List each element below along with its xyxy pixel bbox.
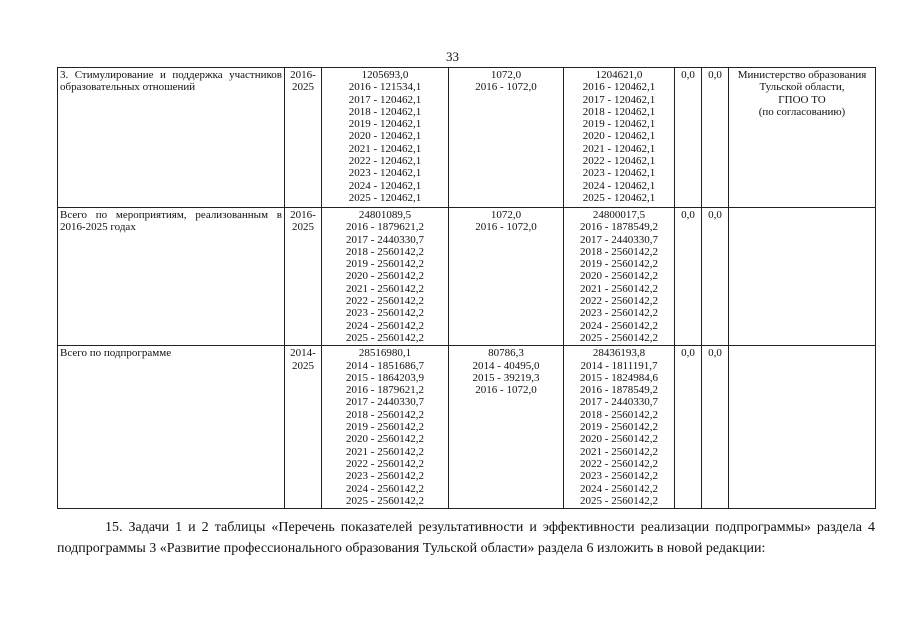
amount-line: 2016 - 1072,0 [475,221,537,234]
amount-line: 2024 - 2560142,2 [580,319,658,332]
amount-line: 2021 - 120462,1 [348,142,422,155]
amount-line: 2017 - 2440330,7 [580,396,658,409]
amount-line: 2020 - 2560142,2 [580,270,658,283]
amount-line: 2019 - 2560142,2 [580,421,658,434]
amount-line: 2023 - 120462,1 [582,167,656,180]
amount-line: 2025 - 2560142,2 [346,331,424,344]
amount-line: 2019 - 2560142,2 [346,258,424,271]
local-amount-cell: 0,0 [675,68,702,208]
amount-line: 2015 - 1824984,6 [580,371,658,384]
local-amount-cell: 0,0 [675,346,702,509]
amount-line: 2023 - 2560142,2 [346,307,424,320]
years-line: 2025 [292,81,314,94]
amount-line: 2016 - 1878549,2 [580,221,658,234]
amount-line: 2016 - 1072,0 [475,384,537,397]
amount-line: 2022 - 2560142,2 [346,295,424,308]
amount-line: 2021 - 2560142,2 [580,445,658,458]
amount-line: 1072,0 [490,69,522,81]
amount-line: 2016 - 1879621,2 [346,384,424,397]
amount-line: 2022 - 2560142,2 [580,295,658,308]
amount-line: 2020 - 2560142,2 [346,433,424,446]
amount-line: 80786,3 [488,347,524,360]
amount-line: 24801089,5 [358,209,412,221]
amount-line: 2020 - 120462,1 [348,130,422,143]
federal-amount-cell [449,346,564,509]
amount-line: 2021 - 2560142,2 [346,282,424,295]
amount-line: 2016 - 1879621,2 [346,221,424,234]
amount-line: 2018 - 120462,1 [582,105,656,118]
amount-line: 2024 - 120462,1 [348,179,422,192]
amount-line: 1204621,0 [595,69,643,81]
amount-line: 2018 - 2560142,2 [580,408,658,421]
amount-line: 2019 - 2560142,2 [580,258,658,271]
amount-line: 2018 - 120462,1 [348,105,422,118]
amount-line: 2025 - 2560142,2 [580,331,658,344]
responsible-cell [729,346,876,509]
amount-line: 2018 - 2560142,2 [346,245,424,258]
paragraph-text: 15. Задачи 1 и 2 таблицы «Перечень показателей результативности и эффективности реализации подпрограммы» раздела 4 подпрограммы 3 «Развитие профессионального образования Тульской области» раздела 6 изложить в новой редакции: [57,520,875,556]
amount-line: 2017 - 120462,1 [582,93,656,106]
activity-name-cell: Всего по подпрограмме [58,346,285,509]
amount-line: 2019 - 120462,1 [582,118,656,131]
amount-line: 28436193,8 [592,347,646,360]
amount-line: 2018 - 2560142,2 [580,245,658,258]
local-amount-cell: 0,0 [675,208,702,346]
amount-line: 2020 - 2560142,2 [346,270,424,283]
amount-line: 1205693,0 [361,69,409,81]
regional-amount-cell [564,208,675,346]
amount-line: 2021 - 2560142,2 [346,445,424,458]
instruction-paragraph [57,517,875,559]
amount-line: 2017 - 2440330,7 [346,396,424,409]
amount-line: 2019 - 120462,1 [348,118,422,131]
federal-amount-cell [449,68,564,208]
amount-line: 2020 - 2560142,2 [580,433,658,446]
amount-line: 2019 - 2560142,2 [346,421,424,434]
years-cell [285,68,322,208]
years-line: 2025 [292,359,314,372]
amount-line: 2025 - 2560142,2 [346,494,424,507]
years-line: 2025 [292,221,314,234]
years-cell [285,208,322,346]
activity-name-cell: 3. Стимулирование и поддержка участников образовательных отношений [58,68,285,208]
financing-table [57,67,876,509]
amount-line: 2023 - 2560142,2 [580,470,658,483]
amount-line: 24800017,5 [592,209,646,221]
table-row [58,68,876,208]
amount-line: 2022 - 2560142,2 [580,457,658,470]
amount-line: 2024 - 2560142,2 [346,482,424,495]
amount-line: 28516980,1 [358,347,412,360]
extra-amount-cell: 0,0 [702,346,729,509]
responsible-cell [729,68,876,208]
amount-line: 2023 - 2560142,2 [346,470,424,483]
amount-line: 2015 - 39219,3 [472,371,540,384]
amount-line: 2016 - 121534,1 [348,81,422,94]
amount-line: 2025 - 120462,1 [348,191,422,204]
amount-line: 2024 - 120462,1 [582,179,656,192]
regional-amount-cell [564,68,675,208]
years-cell [285,346,322,509]
amount-line: 2022 - 120462,1 [348,155,422,168]
amount-line: 2016 - 1878549,2 [580,384,658,397]
amount-line: 2025 - 2560142,2 [580,494,658,507]
amount-line: 2017 - 2440330,7 [580,233,658,246]
responsible-line: ГПОО ТО [778,93,826,106]
regional-amount-cell [564,346,675,509]
amount-line: 2021 - 120462,1 [582,142,656,155]
amount-line: 2020 - 120462,1 [582,130,656,143]
amount-line: 2022 - 2560142,2 [346,457,424,470]
amount-line: 2025 - 120462,1 [582,191,656,204]
responsible-line: Министерство образования [737,69,867,81]
page-number: 33 [446,49,459,64]
amount-line: 2016 - 120462,1 [582,81,656,94]
total-amount-cell [322,68,449,208]
amount-line: 2023 - 2560142,2 [580,307,658,320]
extra-amount-cell: 0,0 [702,68,729,208]
amount-line: 2022 - 120462,1 [582,155,656,168]
years-line: 2016- [290,69,316,81]
years-line: 2014- [290,347,316,360]
years-line: 2016- [290,209,316,221]
total-amount-cell [322,208,449,346]
responsible-line: Тульской области, [759,81,845,94]
amount-line: 2014 - 1811191,7 [580,359,658,372]
amount-line: 2015 - 1864203,9 [346,371,424,384]
responsible-line: (по согласованию) [758,105,846,118]
activity-name-cell: Всего по мероприятиям, реализованным в 2016-2025 годах [58,208,285,346]
amount-line: 2017 - 120462,1 [348,93,422,106]
federal-amount-cell [449,208,564,346]
table-row [58,346,876,509]
amount-line: 1072,0 [490,209,522,221]
extra-amount-cell: 0,0 [702,208,729,346]
amount-line: 2014 - 40495,0 [472,359,540,372]
amount-line: 2017 - 2440330,7 [346,233,424,246]
amount-line: 2024 - 2560142,2 [580,482,658,495]
total-amount-cell [322,346,449,509]
amount-line: 2018 - 2560142,2 [346,408,424,421]
amount-line: 2016 - 1072,0 [475,81,537,94]
amount-line: 2023 - 120462,1 [348,167,422,180]
amount-line: 2014 - 1851686,7 [346,359,424,372]
responsible-cell [729,208,876,346]
amount-line: 2021 - 2560142,2 [580,282,658,295]
table-row [58,208,876,346]
amount-line: 2024 - 2560142,2 [346,319,424,332]
